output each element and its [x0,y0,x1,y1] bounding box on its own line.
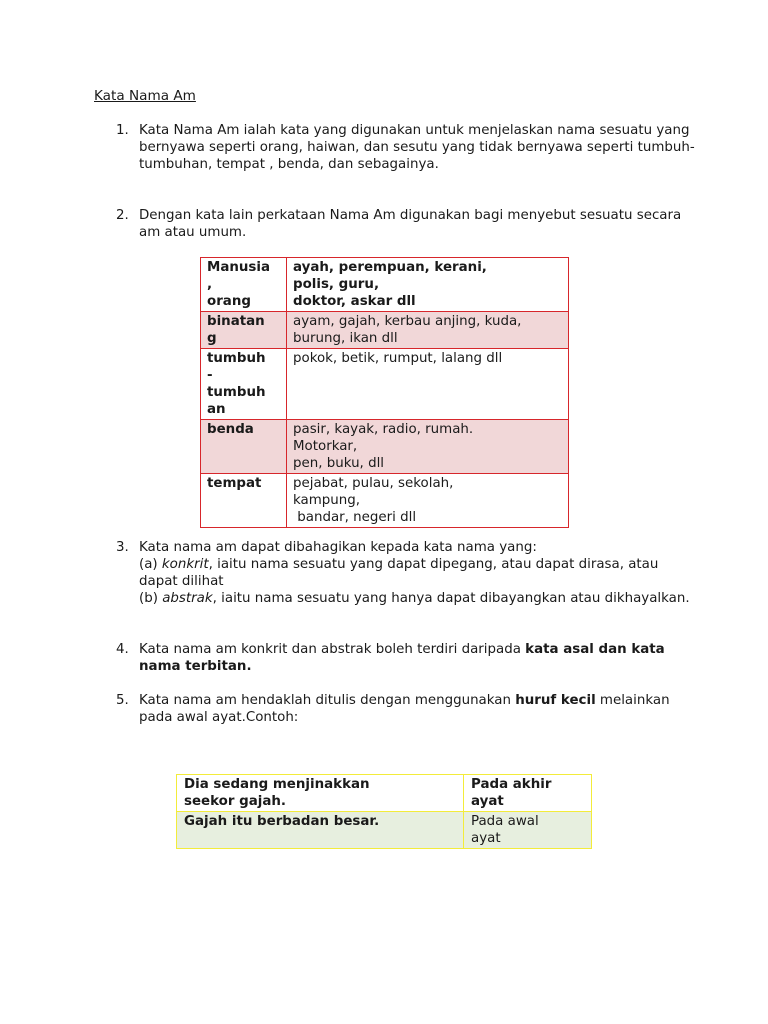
table-cell-sentence: Dia sedang menjinakkan seekor gajah. [177,775,464,812]
item-text: Kata Nama Am ialah kata yang digunakan untuk menjelaskan nama sesuatu yang bernyawa seperti orang, haiwan, dan sesutu yang tidak bernyawa seperti tumbuh-tumbuhan, tempat , benda, dan sebagainya. [139,123,695,172]
kata-nama-table [200,257,569,528]
table-cell-category: binatan g [201,312,287,349]
table-row [177,812,592,849]
item-number: 3. [116,540,129,555]
table-row [201,258,569,312]
list-item [116,692,696,726]
table-row [201,312,569,349]
table-row [201,420,569,474]
table-cell-sentence: Gajah itu berbadan besar. [177,812,464,849]
table-cell-examples: pokok, betik, rumput, lalang dll [287,349,569,420]
list-item [116,207,696,241]
item-text: Kata nama am konkrit dan abstrak boleh terdiri daripada kata asal dan kata nama terbitan. [139,642,665,674]
list-item [116,641,696,675]
list-item [116,539,696,607]
table-cell-note: Pada awal ayat [464,812,592,849]
table-cell-category: benda [201,420,287,474]
table-row [201,474,569,528]
table-cell-examples: ayah, perempuan, kerani, polis, guru, doktor, askar dll [287,258,569,312]
item-text: Dengan kata lain perkataan Nama Am digunakan bagi menyebut sesuatu secara am atau umum. [139,208,682,240]
table-cell-examples: pasir, kayak, radio, rumah. Motorkar, pen, buku, dll [287,420,569,474]
item-number: 4. [116,642,129,657]
item-number: 5. [116,693,129,708]
item-text: Kata nama am hendaklah ditulis dengan menggunakan huruf kecil melainkan pada awal ayat.Contoh: [139,693,674,725]
table-row [201,349,569,420]
table-cell-note: Pada akhir ayat [464,775,592,812]
table-cell-examples: ayam, gajah, kerbau anjing, kuda, burung, ikan dll [287,312,569,349]
table-cell-category: tempat [201,474,287,528]
table-row [177,775,592,812]
example-table [176,774,592,849]
item-number: 2. [116,208,129,223]
item-number: 1. [116,123,129,138]
page-title: Kata Nama Am [94,88,196,104]
item-subpoint-a: (a) konkrit, iaitu nama sesuatu yang dapat dipegang, atau dapat dirasa, atau dapat dilihat [139,557,659,589]
item-text: Kata nama am dapat dibahagikan kepada kata nama yang: [139,540,537,555]
table-cell-category: tumbuh - tumbuh an [201,349,287,420]
list-item [116,122,696,173]
table-cell-examples: pejabat, pulau, sekolah, kampung, bandar, negeri dll [287,474,569,528]
table-cell-category: Manusia , orang [201,258,287,312]
item-subpoint-b: (b) abstrak, iaitu nama sesuatu yang hanya dapat dibayangkan atau dikhayalkan. [139,591,690,606]
